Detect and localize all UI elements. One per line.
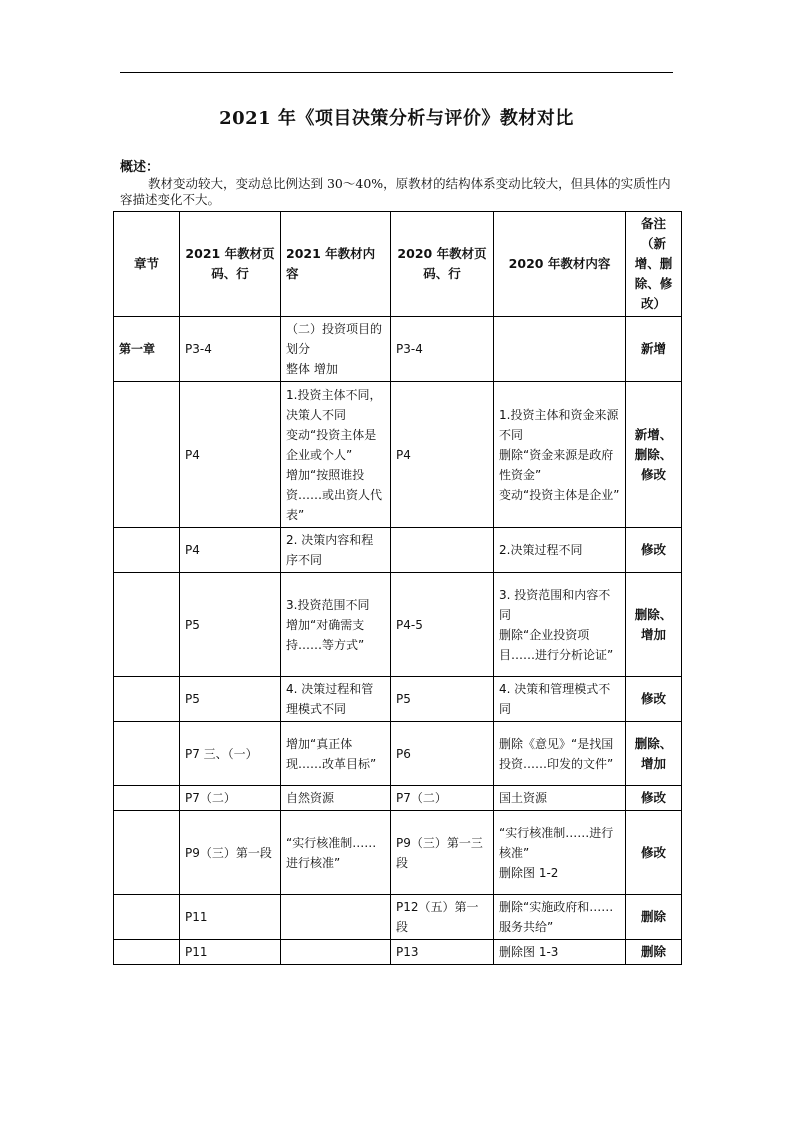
- content-2021-cell: 自然资源: [281, 786, 391, 811]
- content-2020-cell: 删除图 1-3: [494, 940, 626, 965]
- page-2021-cell: P11: [180, 895, 281, 940]
- page-2021-cell: P11: [180, 940, 281, 965]
- note-cell: 新增: [626, 317, 682, 382]
- chapter-cell: 第一章: [114, 317, 180, 382]
- summary-label: 概述：: [120, 160, 160, 175]
- table-row: [114, 677, 682, 722]
- content-2020-cell: 3. 投资范围和内容不同 删除“企业投资项目……进行分析论证”: [494, 573, 626, 677]
- content-2020-cell: 4. 决策和管理模式不同: [494, 677, 626, 722]
- content-2020-cell: 国土资源: [494, 786, 626, 811]
- content-2020-cell: 删除“实施政府和……服务共给”: [494, 895, 626, 940]
- header-content-2021: 2021 年教材内容: [281, 212, 391, 317]
- page-2021-cell: P4: [180, 382, 281, 528]
- content-2021-cell: [281, 895, 391, 940]
- content-2021-cell: [281, 940, 391, 965]
- note-cell: 删除: [626, 895, 682, 940]
- header-page-2020: 2020 年教材页码、行: [391, 212, 494, 317]
- page-2021-cell: P4: [180, 528, 281, 573]
- note-cell: 修改: [626, 786, 682, 811]
- content-2021-cell: 增加“真正体现……改革目标”: [281, 722, 391, 786]
- content-2020-cell: 2.决策过程不同: [494, 528, 626, 573]
- page-2021-cell: P5: [180, 677, 281, 722]
- content-2021-cell: 1.投资主体不同，决策人不同 变动“投资主体是企业或个人” 增加“按照谁投资……或出资人代表”: [281, 382, 391, 528]
- document-title: 2021 年《项目决策分析与评价》教材对比: [219, 108, 574, 129]
- header-chapter: 章节: [114, 212, 180, 317]
- content-2020-cell: “实行核准制……进行核准” 删除图 1-2: [494, 811, 626, 895]
- page-2020-cell: P9（三）第一三段: [391, 811, 494, 895]
- page-2020-cell: P13: [391, 940, 494, 965]
- chapter-cell: [114, 677, 180, 722]
- note-cell: 删除、增加: [626, 573, 682, 677]
- content-2020-cell: [494, 317, 626, 382]
- page-2020-cell: P6: [391, 722, 494, 786]
- page-2020-cell: P4-5: [391, 573, 494, 677]
- page-2020-cell: P12（五）第一段: [391, 895, 494, 940]
- table-row: [114, 573, 682, 677]
- table-row: [114, 786, 682, 811]
- content-2021-cell: （二）投资项目的划分 整体 增加: [281, 317, 391, 382]
- header-content-2020: 2020 年教材内容: [494, 212, 626, 317]
- page-2020-cell: [391, 528, 494, 573]
- summary-text: 教材变动较大，变动总比例达到 30～40%，原教材的结构体系变动比较大，但具体的实质性内容描述变化不大。: [120, 176, 671, 207]
- page-2020-cell: P3-4: [391, 317, 494, 382]
- page-2021-cell: P9（三）第一段: [180, 811, 281, 895]
- chapter-cell: [114, 786, 180, 811]
- table-header-row: [114, 212, 682, 317]
- page-2021-cell: P5: [180, 573, 281, 677]
- content-2021-cell: 4. 决策过程和管理模式不同: [281, 677, 391, 722]
- page-2020-cell: P4: [391, 382, 494, 528]
- table-body: [114, 317, 682, 965]
- chapter-cell: [114, 573, 180, 677]
- note-cell: 删除: [626, 940, 682, 965]
- chapter-cell: [114, 895, 180, 940]
- comparison-table: [113, 211, 682, 965]
- page-2021-cell: P3-4: [180, 317, 281, 382]
- note-cell: 修改: [626, 811, 682, 895]
- content-2020-cell: 删除《意见》“是找国投资……印发的文件”: [494, 722, 626, 786]
- note-cell: 修改: [626, 528, 682, 573]
- note-cell: 删除、增加: [626, 722, 682, 786]
- header-rule: [120, 72, 673, 73]
- table-row: [114, 895, 682, 940]
- table-row: [114, 940, 682, 965]
- header-page-2021: 2021 年教材页码、行: [180, 212, 281, 317]
- note-cell: 新增、删除、修改: [626, 382, 682, 528]
- chapter-cell: [114, 382, 180, 528]
- header-note: 备注（新增、删除、修改）: [626, 212, 682, 317]
- page-2021-cell: P7 三、（一）: [180, 722, 281, 786]
- chapter-cell: [114, 940, 180, 965]
- chapter-cell: [114, 722, 180, 786]
- content-2021-cell: 3.投资范围不同 增加“对确需支持……等方式”: [281, 573, 391, 677]
- table-row: [114, 382, 682, 528]
- table-row: [114, 317, 682, 382]
- note-cell: 修改: [626, 677, 682, 722]
- content-2020-cell: 1.投资主体和资金来源不同 删除“资金来源是政府性资金” 变动“投资主体是企业”: [494, 382, 626, 528]
- chapter-cell: [114, 811, 180, 895]
- page-2021-cell: P7（二）: [180, 786, 281, 811]
- content-2021-cell: “实行核准制……进行核准”: [281, 811, 391, 895]
- table-row: [114, 722, 682, 786]
- chapter-cell: [114, 528, 180, 573]
- content-2021-cell: 2. 决策内容和程序不同: [281, 528, 391, 573]
- table-row: [114, 811, 682, 895]
- page-2020-cell: P5: [391, 677, 494, 722]
- table-row: [114, 528, 682, 573]
- page-2020-cell: P7（二）: [391, 786, 494, 811]
